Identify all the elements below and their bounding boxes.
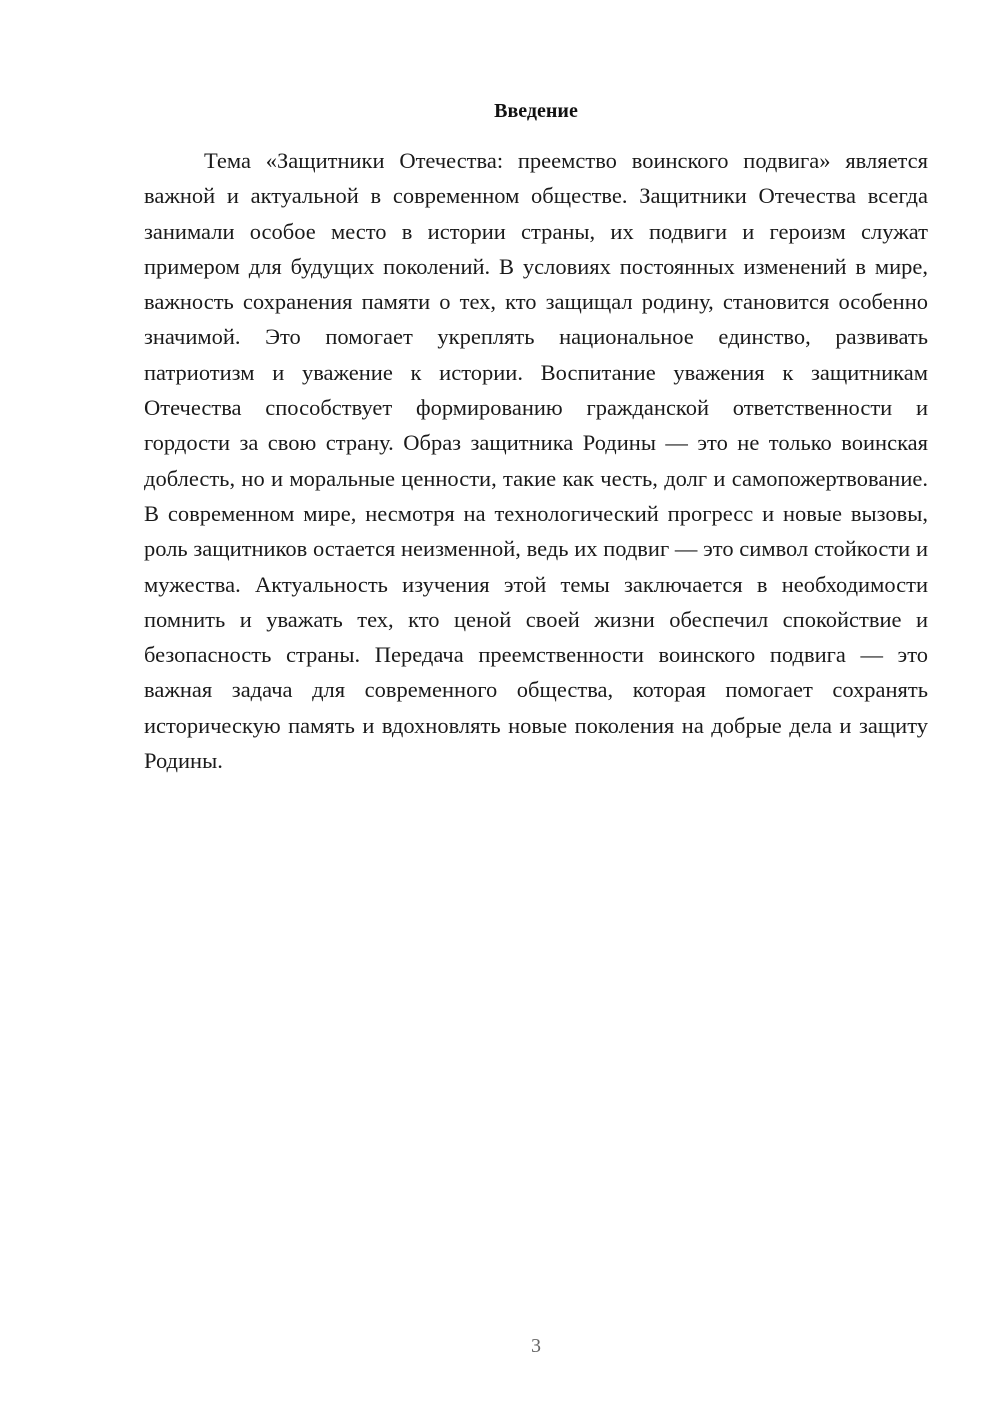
page-number: 3 (531, 1335, 541, 1357)
body-paragraph: Тема «Защитники Отечества: преемство воинского подвига» является важной и актуальной в современном обществе. Защитники Отечества всегда занимали особое место в истории страны, их подвиги и героизм служат примером для будущих поколений. В условиях постоянных изменений в мире, важность сохранения памяти о тех, кто защищал родину, становится особенно значимой. Это помогает укреплять национальное единство, развивать патриотизм и уважение к истории. Воспитание уважения к защитникам Отечества способствует формированию гражданской ответственности и гордости за свою страну. Образ защитника Родины — это не только воинская доблесть, но и моральные ценности, такие как честь, долг и самопожертвование. В современном мире, несмотря на технологический прогресс и новые вызовы, роль защитников остается неизменной, ведь их подвиг — это символ стойкости и мужества. Актуальность изучения этой темы заключается в необходимости помнить и уважать тех, кто ценой своей жизни обеспечил спокойствие и безопасность страны. Передача преемственности воинского подвига — это важная задача для современного общества, которая помогает сохранять историческую память и вдохновлять новые поколения на добрые дела и защиту Родины. (144, 148, 928, 774)
section-heading: Введение (494, 100, 578, 122)
